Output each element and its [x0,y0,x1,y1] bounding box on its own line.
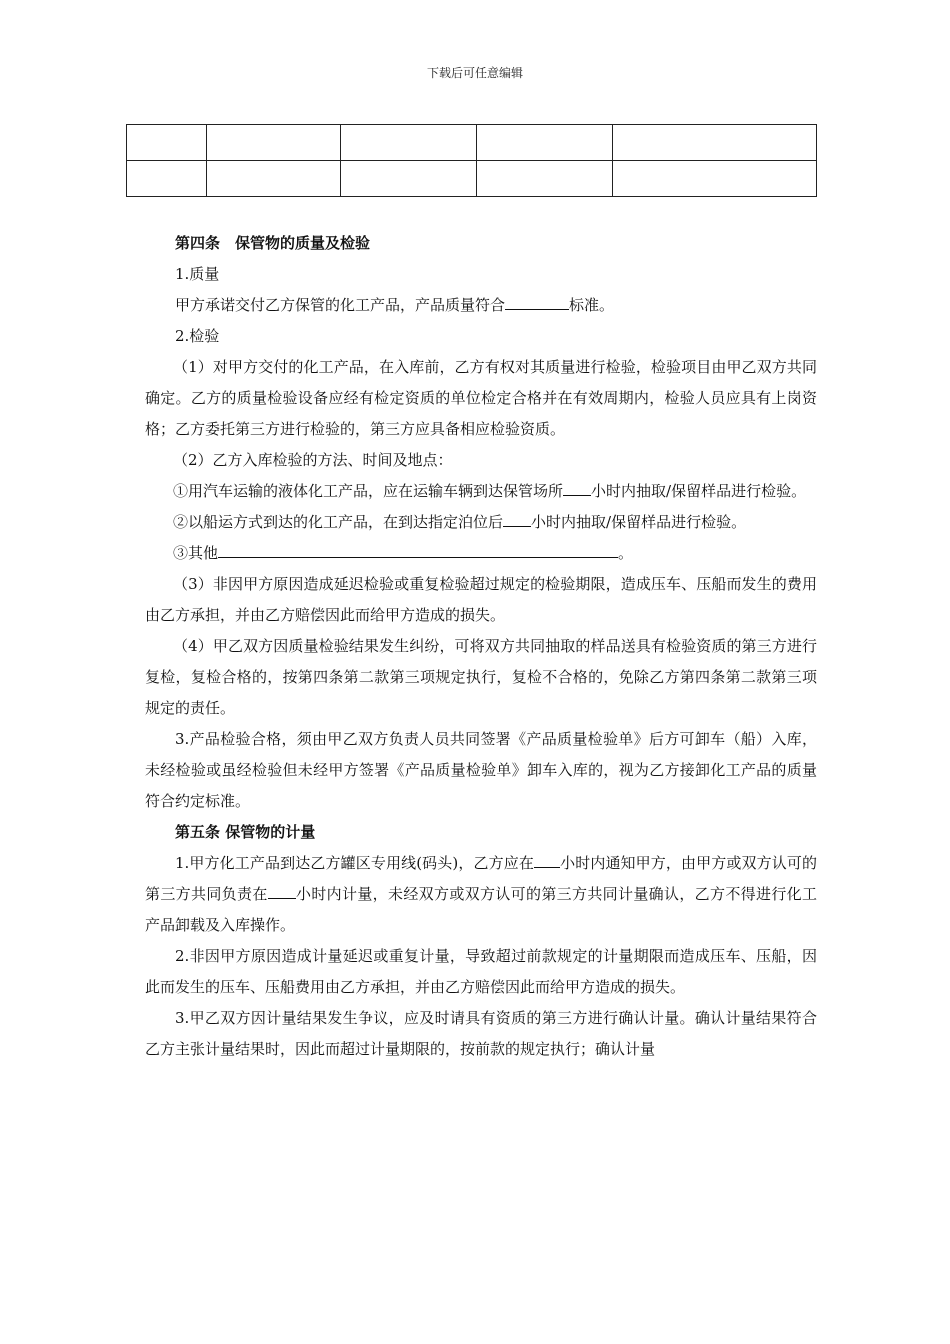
article4-title: 第四条 保管物的质量及检验 [175,234,371,252]
article4-section1-text: 甲方承诺交付乙方保管的化工产品，产品质量符合 标准。 [145,290,817,321]
fill-blank[interactable] [503,510,531,527]
article4-method1: ①用汽车运输的液体化工产品，应在运输车辆到达保管场所 小时内抽取/保留样品进行检验。 [145,476,817,507]
table-cell [613,161,817,197]
table-cell [127,161,207,197]
table-row [127,125,817,161]
article4-section1-title: 1.质量 [175,265,220,283]
article5-title: 第五条 保管物的计量 [175,823,316,841]
article5-section1: 1.甲方化工产品到达乙方罐区专用线(码头)，乙方应在 小时内通知甲方，由甲方或双方认可的第三方共同负责在 小时内计量，未经双方或双方认可的第三方共同计量确认，乙方不得进行化工产品卸载及入库操作。 [145,848,817,941]
fill-blank[interactable] [563,479,591,496]
fill-blank[interactable] [218,541,618,558]
article4-item2: （2）乙方入库检验的方法、时间及地点： [173,451,453,469]
article4-item4: （4）甲乙双方因质量检验结果发生纠纷，可将双方共同抽取的样品送具有检验资质的第三方进行复检，复检合格的，按第四条第二款第三项规定执行，复检不合格的，免除乙方第四条第二款第三项规定的责任。 [145,637,817,717]
table-cell [127,125,207,161]
article5-section2: 2.非因甲方原因造成计量延迟或重复计量，导致超过前款规定的计量期限而造成压车、压船，因此而发生的压车、压船费用由乙方承担，并由乙方赔偿因此而给甲方造成的损失。 [145,947,817,996]
table-cell [341,161,477,197]
fill-blank[interactable] [505,293,569,310]
table-row [127,161,817,197]
table-cell [477,161,613,197]
table-cell [341,125,477,161]
article4-section3: 3.产品检验合格，须由甲乙双方负责人员共同签署《产品质量检验单》后方可卸车（船）入库，未经检验或虽经检验但未经甲方签署《产品质量检验单》卸车入库的，视为乙方接卸化工产品的质量符合约定标准。 [145,730,817,810]
table-cell [207,125,341,161]
table-cell [207,161,341,197]
article4-section2-title: 2.检验 [175,327,220,345]
article4-method2: ②以船运方式到达的化工产品，在到达指定泊位后 小时内抽取/保留样品进行检验。 [145,507,817,538]
article4-item3: （3）非因甲方原因造成延迟检验或重复检验超过规定的检验期限，造成压车、压船而发生的费用由乙方承担，并由乙方赔偿因此而给甲方造成的损失。 [145,575,817,624]
article4-item1: （1）对甲方交付的化工产品，在入库前，乙方有权对其质量进行检验，检验项目由甲乙双方共同确定。乙方的质量检验设备应经有检定资质的单位检定合格并在有效周期内，检验人员应具有上岗资格；乙方委托第三方进行检验的，第三方应具备相应检验资质。 [145,358,817,438]
blank-table [126,124,817,197]
article4-method3: ③其他 。 [145,538,817,569]
document-body [145,228,817,1065]
table-cell [477,125,613,161]
page-header: 下载后可任意编辑 [426,66,523,80]
fill-blank[interactable] [268,882,296,899]
article5-section3: 3.甲乙双方因计量结果发生争议，应及时请具有资质的第三方进行确认计量。确认计量结果符合乙方主张计量结果时，因此而超过计量期限的，按前款的规定执行；确认计量 [145,1009,817,1058]
fill-blank[interactable] [534,851,560,868]
table-cell [613,125,817,161]
